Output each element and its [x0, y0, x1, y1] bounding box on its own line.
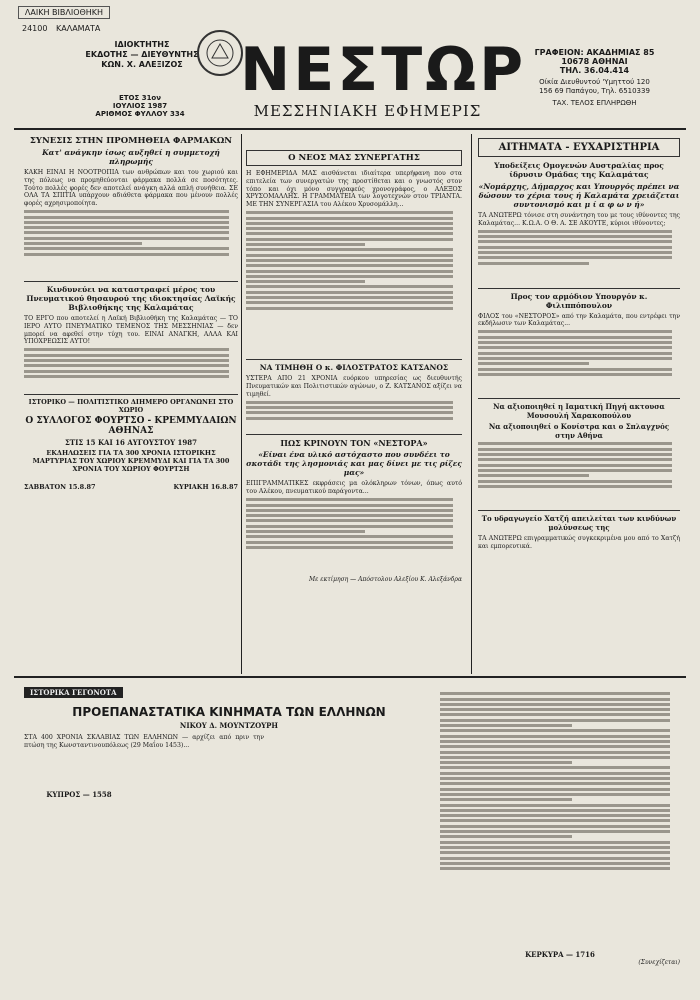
event-subtitle: ΕΚΔΗΛΩΣΕΙΣ ΓΙΑ ΤΑ 300 ΧΡΟΝΙΑ ΙΣΤΟΡΙΚΗΣ ΜΑΡΤΥΡΙΑΣ ΤΟΥ ΧΩΡΙΟΥ ΚΡΕΜΜΥΔΙ ΚΑΙ ΓΙΑ ΤΑ 300 ΧΡΟΝΙΑ ΤΟΥ ΧΩΡΙΟΥ ΦΟΥΡΤΣΗ [32, 449, 230, 474]
event-dates: ΣΤΙΣ 15 ΚΑΙ 16 ΑΥΓΟΥΣΤΟΥ 1987 [64, 438, 198, 448]
text-line [440, 819, 670, 822]
text-line [478, 256, 672, 259]
col2-text-2: ΥΣΤΕΡΑ ΑΠΟ 21 ΧΡΟΝΙΑ ευόρκου υπηρεσίας ως διευθυντής Πνευματικών και Πολιτιστικών αγώνων, ο Ζ. ΚΑΤΣΑΝΟΣ αξίζει να τιμηθεί. [246, 374, 462, 398]
owner-label: ΙΔΙΟΚΤΗΤΗΣ [114, 40, 170, 49]
text-line [24, 370, 229, 373]
section-label: ΙΣΤΟΡΙΚΑ ΓΕΓΟΝΟΤΑ [24, 687, 123, 698]
text-line [478, 464, 672, 467]
text-line [478, 336, 672, 339]
col2-text: Η ΕΦΗΜΕΡΙΔΑ ΜΑΣ αισθάνεται ιδιαίτερα υπερήφανη που στα επιτελεία των συνεργατών της προστίθεται και ο γνωστός στον τόπο και όχι μόνο συγγραφεύς χρονογράφος, ο ΑΛΕΞΟΣ ΧΡΥΣΟΜΑΛΛΗΣ. Η ΓΡΑΜΜΑΤΕΙΑ των λογοτεχνών στον ΤΡΙΑΝΤΑ. ΜΕ ΤΗΝ ΣΥΝΕΡΓΑΣΙΑ του Αλέκου Χρυσομάλλη... [246, 170, 462, 209]
col2-headline: Ο ΝΕΟΣ ΜΑΣ ΣΥΝΕΡΓΑΤΗΣ [246, 150, 462, 166]
text-line [24, 231, 229, 234]
text-line [440, 751, 670, 754]
text-line [246, 222, 453, 225]
text-line [246, 525, 453, 528]
bottom-rule [14, 676, 686, 678]
text-line [478, 480, 672, 483]
text-line [246, 504, 453, 507]
home-city: 156 69 Παπάγου, Τηλ. 6510339 [539, 87, 650, 95]
text-line [24, 247, 229, 250]
publisher-name: ΚΩΝ. Χ. ΑΛΕΞΙΖΟΣ [101, 60, 183, 69]
text-line [246, 232, 453, 235]
text-line [440, 777, 670, 780]
masthead-meta [90, 94, 190, 118]
masthead-subtitle: ΜΕΣΣΗΝΙΑΚΗ ΕΦΗΜΕΡΙΣ [253, 102, 482, 120]
col1-filler-2 [24, 346, 238, 394]
text-line [24, 364, 229, 367]
text-line [478, 469, 672, 472]
stamp-code: 24100 [22, 24, 48, 33]
bottom-author: ΝΙΚΟΥ Δ. ΜΟΥΝΤΖΟΥΡΗ [179, 721, 279, 730]
text-line [24, 253, 229, 256]
text-line [440, 788, 670, 791]
col3-text-4: ΤΑ ΑΝΩΤΕΡΩ επιγραμματικώς συγκεκριμένα μου από το Χατζή και εμπορευτικά. [478, 535, 680, 550]
masthead-contact [512, 48, 677, 108]
text-line [440, 698, 670, 701]
col3-text: ΤΑ ΑΝΩΤΕΡΩ τόνισε στη συνάντηση του με τους ιθύνοντες της Καλαμάτας... Κ.Ω.Α. Ο Θ. Α. ΣΕ ΑΚΟΥΤΕ, κύριοι ιθύνοντες; [478, 212, 680, 227]
col1-article2-headline: Κινδυνεύει να καταστραφεί μέρος του Πνευματικού θησαυρού της ιδιοκτησίας Λαϊκής Βιβλιοθήκης της Καλαμάτας [24, 281, 238, 312]
event-program [24, 483, 238, 491]
text-line [246, 217, 453, 220]
text-line [440, 782, 670, 785]
col1-subhead: Κατ' ανάγκην ίσως αυξηθεί η συμμετοχή πληρωμής [42, 148, 220, 166]
column-middle [246, 150, 462, 583]
text-line [478, 474, 589, 477]
office-city: 10678 ΑΘΗΝΑΙ [561, 57, 628, 66]
text-line [440, 830, 670, 833]
text-line [440, 724, 572, 727]
text-line [246, 275, 453, 278]
text-line [24, 226, 229, 229]
continued-note: (Συνεχίζεται) [638, 959, 680, 966]
text-line [478, 246, 672, 249]
text-line [478, 453, 672, 456]
text-line [478, 346, 672, 349]
bottom-text: ΣΤΑ 400 ΧΡΟΝΙΑ ΣΚΛΑΒΙΑΣ ΤΩΝ ΕΛΛΗΝΩΝ — αρχίζει από πριν την πτώση της Κωνσταντινουπόλεως (29 Μαΐου 1453)... [24, 734, 264, 749]
text-line [478, 262, 589, 265]
text-line [440, 692, 670, 695]
text-line [246, 238, 453, 241]
program-saturday: ΣΑΒΒΑΤΟΝ 15.8.87 [24, 483, 96, 492]
text-line [440, 745, 670, 748]
issue-date: ΙΟΥΛΙΟΣ 1987 [112, 102, 168, 110]
text-line [24, 221, 229, 224]
text-line [246, 530, 365, 533]
text-line [246, 514, 453, 517]
text-line [440, 719, 670, 722]
text-line [246, 291, 453, 294]
text-line [440, 766, 670, 769]
text-line [246, 509, 453, 512]
text-line [440, 809, 670, 812]
bottom-article-right [440, 690, 680, 966]
text-line [246, 248, 453, 251]
col3-subhead: Υποδείξεις Ομογενών Αυστραλίας προς ίδρυσιν Ομάδας της Καλαμάτας [494, 161, 664, 179]
text-line [478, 330, 672, 333]
text-line [478, 352, 672, 355]
text-line [440, 793, 670, 796]
text-line [478, 240, 672, 243]
section-corfu: ΚΕΡΚΥΡΑ — 1716 [525, 950, 595, 959]
event-headline: Ο ΣΥΛΛΟΓΟΣ ΦΟΥΡΤΣΟ - ΚΡΕΜΜΥΔΑΙΩΝ ΑΘΗΝΑΣ [25, 416, 237, 437]
text-line [440, 841, 670, 844]
text-line [440, 846, 670, 849]
office-phone: ΤΗΛ. 36.04.414 [559, 66, 630, 75]
col3-headline: ΑΙΤΗΜΑΤΑ - ΕΥΧΑΡΙΣΤΗΡΙΑ [478, 138, 680, 157]
text-line [440, 862, 670, 865]
text-line [246, 285, 453, 288]
col3-subhead-4: Το υδραγωγείο Χατζή απειλείται των κινδύνων μολύνσεως της [478, 510, 680, 532]
text-line [478, 373, 672, 376]
home-address: Οίκία Διευθυντού 'Υμηττού 120 [539, 78, 650, 86]
masthead-title: ΝΕΣΤΩΡ [240, 35, 527, 105]
text-line [478, 458, 672, 461]
bottom-headline: ΠΡΟΕΠΑΝΑΣΤΑΤΙΚΑ ΚΙΝΗΜΑΤΑ ΤΩΝ ΕΛΛΗΝΩΝ [72, 705, 386, 719]
text-line [246, 280, 365, 283]
text-line [246, 259, 453, 262]
text-line [440, 740, 670, 743]
text-line [478, 341, 672, 344]
postage-note: ΤΑΧ. ΤΕΛΟΣ ΕΠΛΗΡΩΘΗ [552, 99, 637, 107]
bottom-filler [440, 690, 680, 950]
masthead-publisher [72, 40, 212, 70]
text-line [246, 546, 453, 549]
text-line [440, 729, 670, 732]
text-line [246, 301, 453, 304]
column-right [478, 138, 680, 551]
text-line [478, 230, 672, 233]
year: ΕΤΟΣ 31ον [118, 94, 162, 102]
text-line [246, 264, 453, 267]
col3-filler-3 [478, 440, 680, 510]
text-line [440, 857, 670, 860]
col2-text-3: ΕΠΙΓΡΑΜΜΑΤΙΚΕΣ εκφράσεις μα ολόκληρων τόνων, όπως αυτό του Αλέκου, πνευματικού παράγοντα... [246, 480, 462, 496]
text-line [440, 713, 670, 716]
issue-number: ΑΡΙΘΜΟΣ ΦΥΛΛΟΥ 334 [95, 110, 185, 118]
text-line [478, 368, 672, 371]
text-line [440, 867, 670, 870]
text-line [246, 296, 453, 299]
text-line [246, 498, 453, 501]
text-line [246, 254, 453, 257]
col1-headline: ΣΥΝΕΣΙΣ ΣΤΗΝ ΠΡΟΜΗΘΕΙΑ ΦΑΡΜΑΚΩΝ [29, 136, 233, 146]
section-cyprus: ΚΥΠΡΟΣ — 1558 [46, 789, 112, 799]
text-line [478, 485, 672, 488]
text-line [440, 761, 572, 764]
text-line [478, 235, 672, 238]
library-stamp: ΛΑΙΚΗ ΒΙΒΛΙΟΘΗΚΗ [18, 6, 110, 19]
col3-subhead-3b: Να αξιοποιηθεί ο Κονίστρα και ο Σπλαγχνός στην Αθήνα [488, 422, 670, 441]
col3-filler [478, 228, 680, 288]
text-line [246, 211, 453, 214]
nestor-seal-icon [197, 30, 243, 76]
text-line [246, 535, 453, 538]
col2-headline-2: ΝΑ ΤΙΜΗΘΗ Ο κ. ΦΙΛΟΣΤΡΑΤΟΣ ΚΑΤΣΑΝΟΣ [246, 359, 462, 372]
text-line [440, 756, 670, 759]
text-line [246, 417, 453, 420]
bottom-article [24, 680, 434, 799]
text-line [246, 227, 453, 230]
text-line [478, 357, 672, 360]
text-line [440, 798, 572, 801]
col2-headline-3: ΠΩΣ ΚΡΙΝΟΥΝ ΤΟΝ «ΝΕΣΤΟΡΑ» [246, 434, 462, 448]
text-line [246, 519, 453, 522]
text-line [24, 237, 229, 240]
text-line [440, 814, 670, 817]
publisher-label: ΕΚΔΟΤΗΣ — ΔΙΕΥΘΥΝΤΗΣ [85, 50, 199, 59]
col1-filler [24, 208, 238, 278]
col3-filler-2 [478, 328, 680, 398]
text-line [246, 411, 453, 414]
program-sunday: ΚΥΡΙΑΚΗ 16.8.87 [173, 483, 238, 492]
col3-subhead-3: Να αξιοποιηθεί η Ιαματική Πηγή ακτουσα Μουσουλή Χαρακοπούλου [478, 398, 680, 420]
text-line [24, 359, 229, 362]
col2-filler-3 [246, 496, 462, 576]
text-line [24, 210, 229, 213]
text-line [24, 348, 229, 351]
masthead-rule [14, 128, 686, 130]
event-banner: ΙΣΤΟΡΙΚΟ — ΠΟΛΙΤΙΣΤΙΚΟ ΔΙΗΜΕΡΟ ΟΡΓΑΝΩΝΕΙ ΣΤΟ ΧΩΡΙΟ [24, 394, 238, 414]
text-line [24, 242, 142, 245]
col3-subhead-2: Προς τον αρμόδιον Υπουργόν κ. Φιλιππόπουλον [478, 288, 680, 310]
text-line [440, 835, 572, 838]
text-line [440, 735, 670, 738]
text-line [440, 851, 670, 854]
col2-filler-2 [246, 398, 462, 434]
text-line [24, 375, 229, 378]
text-line [478, 251, 672, 254]
text-line [246, 307, 453, 310]
column-divider-1 [241, 134, 242, 674]
text-line [440, 825, 670, 828]
col1-text: ΚΑΚΗ ΕΙΝΑΙ Η ΝΟΟΤΡΟΠΙΑ των ανθρώπων και του χωριού και της πόλεως να προμηθεύονται φάρμακα πολλά σε ποσότητες. Τούτο πολλές φορές δεν αποτελεί ανάγκη αλλά απλή συνήθεια. ΣΕ ΟΛΑ ΤΑ ΣΠΙΤΙΑ υπάρχουν αδιάθετα φάρμακα που μένουν πολλές φορές αχρησιμοποίητα. [24, 169, 238, 208]
text-line [440, 708, 670, 711]
text-line [478, 448, 672, 451]
col2-filler [246, 209, 462, 359]
column-left [24, 136, 238, 491]
stamp-city: ΚΑΛΑΜΑΤΑ [56, 24, 101, 33]
office-address: ΓΡΑΦΕΙΟΝ: ΑΚΑΔΗΜΙΑΣ 85 [534, 48, 655, 57]
text-line [478, 442, 672, 445]
text-line [246, 406, 453, 409]
text-line [246, 270, 453, 273]
text-line [440, 804, 670, 807]
col1-article2-text: ΤΟ ΕΡΓΟ που αποτελεί η Λαϊκή Βιβλιοθήκη της Καλαμάτας — ΤΟ ΙΕΡΟ ΑΥΤΟ ΠΝΕΥΜΑΤΙΚΟ ΤΕΜΕΝΟΣ ΤΗΣ ΜΕΣΣΗΝΙΑΣ — δεν μπορεί να αφεθεί στην τύχη του. ΕΙΝΑΙ ΑΝΑΓΚΗ, ΑΛΛΑ ΚΑΙ ΥΠΟΧΡΕΩΣΙΣ ΑΥΤΟ! [24, 314, 238, 346]
text-line [246, 243, 365, 246]
text-line [24, 354, 229, 357]
text-line [246, 541, 453, 544]
col2-signature: Με εκτίμηση — Απόστολου Αλεξίου Κ. Αλεξάνδρα [308, 575, 462, 583]
text-line [246, 401, 453, 404]
col3-quote: «Νομάρχης, Δήμαρχος και Υπουργός πρέπει να δώσουν το χέρια τους ή Καλαμάτα χρειάζεται συντονισμό και μ ί α φ ω ν ή» [478, 182, 680, 209]
col3-text-2: ΦΙΛΟΣ του «ΝΕΣΤΟΡΟΣ» από την Καλαμάτα, που εντρέφει την εκδήλωσιν των Καλαμάτας... [478, 312, 680, 328]
text-line [24, 216, 229, 219]
column-divider-2 [471, 134, 472, 674]
text-line [478, 362, 589, 365]
text-line [440, 703, 670, 706]
text-line [440, 772, 670, 775]
col2-quote: «Είναι ένα υλικό αστόχαστο που συνδέει το σκοτάδι της λησμονιάς και μας δίνει με τις ρίζες μας» [246, 450, 462, 478]
